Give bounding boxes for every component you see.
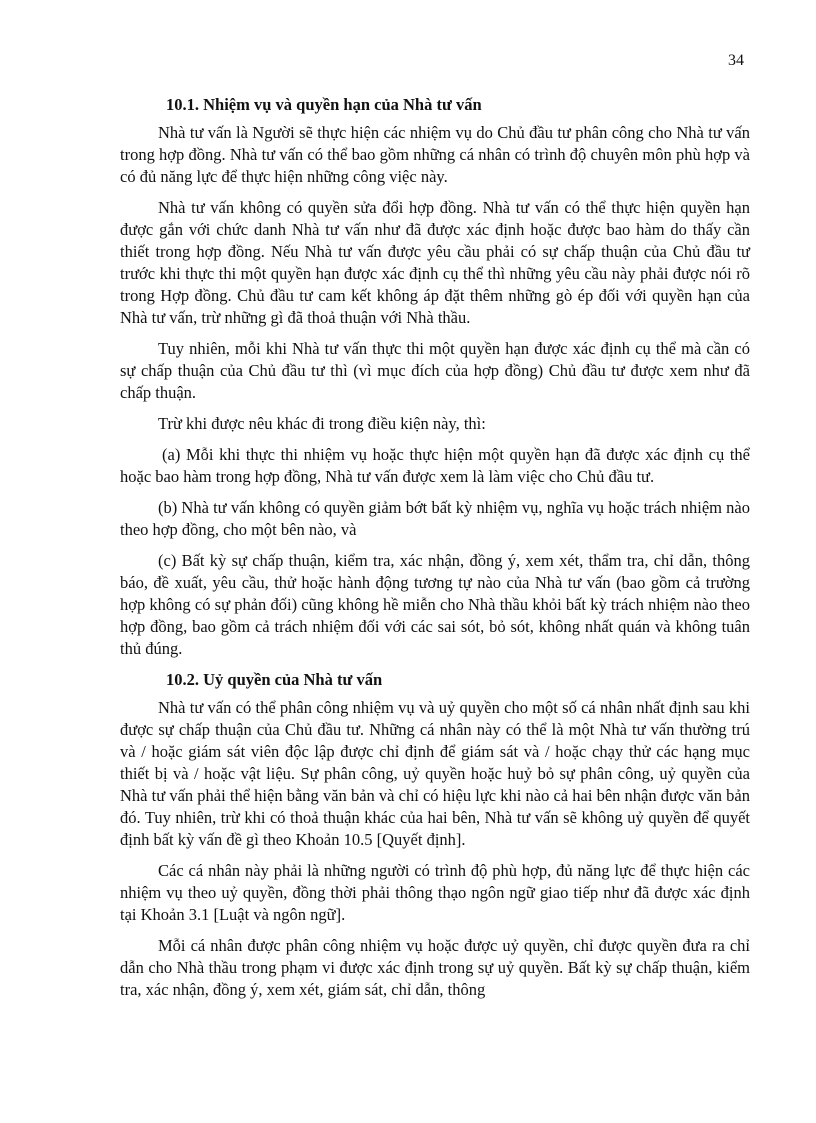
list-item: (b) Nhà tư vấn không có quyền giảm bớt bất kỳ nhiệm vụ, nghĩa vụ hoặc trách nhiệm nào theo hợp đồng, cho một bên nào, và (120, 498, 750, 539)
paragraph: Trừ khi được nêu khác đi trong điều kiện này, thì: (158, 414, 486, 433)
paragraph: Mỗi cá nhân được phân công nhiệm vụ hoặc được uỷ quyền, chỉ được quyền đưa ra chỉ dẫn cho Nhà thầu trong phạm vi được xác định trong sự uỷ quyền. Bất kỳ sự chấp thuận, kiểm tra, xác nhận, đồng ý, xem xét, giám sát, chỉ dẫn, thông (120, 936, 750, 999)
paragraph: Tuy nhiên, mỗi khi Nhà tư vấn thực thi một quyền hạn được xác định cụ thể mà cần có sự chấp thuận của Chủ đầu tư thì (vì mục đích của hợp đồng) Chủ đầu tư được xem như đã chấp thuận. (120, 339, 750, 402)
list-item: (c) Bất kỳ sự chấp thuận, kiểm tra, xác nhận, đồng ý, xem xét, thẩm tra, chỉ dẫn, thông báo, đề xuất, yêu cầu, thử hoặc hành động tương tự nào của Nhà tư vấn (bao gồm cả trường hợp không có sự phản đối) cũng không hề miễn cho Nhà thầu khỏi bất kỳ trách nhiệm nào theo hợp đồng, bao gồm cả trách nhiệm đối với các sai sót, bỏ sót, không nhất quán và không tuân thủ đúng. (120, 551, 750, 658)
paragraph: Nhà tư vấn không có quyền sửa đổi hợp đồng. Nhà tư vấn có thể thực hiện quyền hạn được gắn với chức danh Nhà tư vấn như đã được xác định hoặc được bao hàm do thấy cần thiết trong hợp đồng. Nếu Nhà tư vấn được yêu cầu phải có sự chấp thuận của Chủ đầu tư trước khi thực thi một quyền hạn được xác định cụ thể thì những yêu cầu này phải được nói rõ trong Hợp đồng. Chủ đầu tư cam kết không áp đặt thêm những gò ép đối với quyền hạn của Nhà tư vấn, trừ những gì đã thoả thuận với Nhà thầu. (120, 198, 750, 327)
list-item: (a) Mỗi khi thực thi nhiệm vụ hoặc thực hiện một quyền hạn đã được xác định cụ thể hoặc bao hàm trong hợp đồng, Nhà tư vấn được xem là làm việc cho Chủ đầu tư. (120, 445, 750, 486)
page-number: 34 (728, 52, 744, 69)
paragraph: Các cá nhân này phải là những người có trình độ phù hợp, đủ năng lực để thực hiện các nhiệm vụ theo uỷ quyền, đồng thời phải thông thạo ngôn ngữ giao tiếp như đã được xác định tại Khoản 3.1 [Luật và ngôn ngữ]. (120, 861, 750, 924)
section-heading: 10.2. Uỷ quyền của Nhà tư vấn (166, 670, 383, 689)
paragraph: Nhà tư vấn là Người sẽ thực hiện các nhiệm vụ do Chủ đầu tư phân công cho Nhà tư vấn trong hợp đồng. Nhà tư vấn có thể bao gồm những cá nhân có trình độ chuyên môn phù hợp và có đủ năng lực để thực hiện những công việc này. (120, 123, 750, 186)
paragraph: Nhà tư vấn có thể phân công nhiệm vụ và uỷ quyền cho một số cá nhân nhất định sau khi được sự chấp thuận của Chủ đầu tư. Những cá nhân này có thể là một Nhà tư vấn thường trú và / hoặc giám sát viên độc lập được chỉ định để giám sát và / hoặc chạy thử các hạng mục thiết bị và / hoặc vật liệu. Sự phân công, uỷ quyền hoặc huỷ bỏ sự phân công, uỷ quyền của Nhà tư vấn phải thể hiện bằng văn bản và chỉ có hiệu lực khi nào cả hai bên nhận được văn bản đó. Tuy nhiên, trừ khi có thoả thuận khác của hai bên, Nhà tư vấn sẽ không uỷ quyền để quyết định bất kỳ vấn đề gì theo Khoản 10.5 [Quyết định]. (120, 698, 750, 849)
document-body (120, 94, 750, 1010)
section-heading: 10.1. Nhiệm vụ và quyền hạn của Nhà tư vấn (166, 95, 482, 114)
